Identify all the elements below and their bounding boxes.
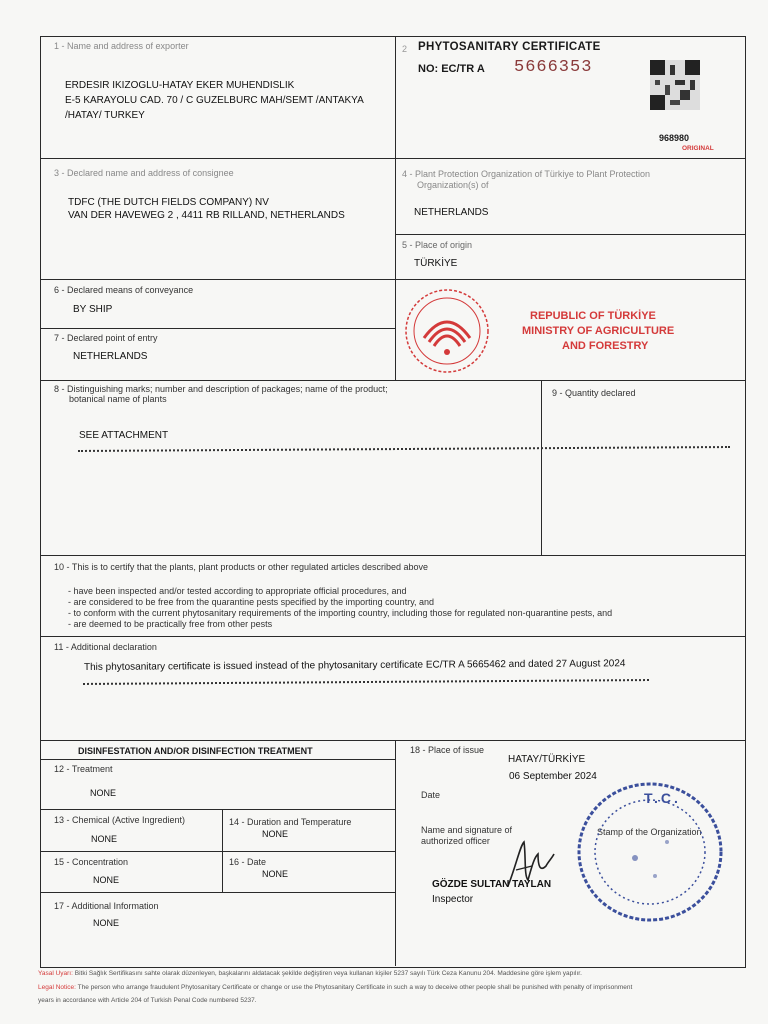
info-value: NONE [93,918,120,928]
conveyance-value: BY SHIP [73,304,113,315]
divider [40,380,745,381]
marks-value: SEE ATTACHMENT [79,430,169,441]
exporter-line1: ERDESIR IKIZOGLU-HATAY EKER MUHENDISLIK [65,80,295,91]
place-label: 18 - Place of issue [410,745,485,755]
qr-code-icon [650,60,700,110]
origin-label: 5 - Place of origin [402,240,473,250]
chemical-value: NONE [91,834,118,844]
certificate-no-value: 5666353 [514,58,593,77]
info-label: 17 - Additional Information [54,901,159,911]
origin-value: TÜRKİYE [414,258,458,269]
officer-name: GÖZDE SULTAN TAYLAN [432,879,552,890]
date-value-16: NONE [262,869,289,879]
exporter-line3: /HATAY/ TURKEY [65,110,145,121]
consignee-line1: TDFC (THE DUTCH FIELDS COMPANY) NV [68,197,269,208]
certificate-title: PHYTOSANITARY CERTIFICATE [418,41,601,53]
duration-label: 14 - Duration and Temperature [229,817,352,827]
exporter-line2: E-5 KARAYOLU CAD. 70 / C GUZELBURC MAH/SEMT /ANTAKYA [65,95,364,106]
issue-date-value: 06 September 2024 [509,771,597,782]
divider [541,380,542,555]
footer-text-tr: Bitki Sağlık Sertifikasını sahte olarak düzenleyen, başkalarını aldatacak şekilde değiştiren veya kullanan kişiler 5237 sayılı Türk Ceza Kanunu 204. Maddesine göre işlem yapılır. [74,970,582,977]
stamp-text: T.C. [644,790,681,806]
entry-value: NETHERLANDS [73,351,148,362]
officer-label-1: Name and signature of [421,825,513,835]
divider [40,851,395,852]
treatment-label: 12 - Treatment [54,764,113,774]
certificate-code: 968980 [659,133,690,143]
certify-item-4: - are deemed to be practically free from other pests [68,619,273,629]
duration-value: NONE [262,829,289,839]
ministry-line2: MINISTRY OF AGRICULTURE [522,325,675,337]
footer-prefix-en: Legal Notice: [38,984,76,991]
treatment-value: NONE [90,788,117,798]
divider [40,555,745,556]
additional-label: 11 - Additional declaration [54,642,157,652]
footer-line-3: years in accordance with Article 204 of Turkish Penal Code numbered 5237. [38,997,257,1004]
divider [40,328,395,329]
concentration-value: NONE [93,875,120,885]
footer-prefix-tr: Yasal Uyarı: [38,970,73,977]
original-stamp: ORIGINAL [682,145,714,152]
marks-label-1: 8 - Distinguishing marks; number and description of packages; name of the product; [54,384,388,394]
divider [222,809,223,892]
ppo-value: NETHERLANDS [414,207,489,218]
footer-line-1 [38,969,760,979]
footer-text-en: The person who arrange fraudulent Phytosanitary Certificate or change or use the Phytosanitary Certificate in such a way to deceive other people shall be punished with penalty of imprisonment [77,984,633,991]
footer-line-2 [38,983,760,993]
divider [40,740,745,741]
divider [40,636,745,637]
stamp-label: Stamp of the Organization [597,827,702,837]
certify-item-2: - are considered to be free from the quarantine pests specified by the importing country, and [68,597,435,607]
divider [395,234,745,235]
chemical-label: 13 - Chemical (Active Ingredient) [54,815,186,825]
certificate-no-label: NO: EC/TR A [418,63,485,75]
divider [395,740,396,966]
ministry-line1: REPUBLIC OF TÜRKİYE [530,310,656,322]
additional-value: This phytosanitary certificate is issued instead of the phytosanitary certificate EC/TR A 5665462 and dated 27 August 2024 [83,658,626,673]
certify-item-1: - have been inspected and/or tested according to appropriate official procedures, and [68,586,407,596]
officer-label-2: authorized officer [421,836,490,846]
issue-date-label: Date [421,790,441,800]
divider [40,759,395,760]
ppo-label-1: 4 - Plant Protection Organization of Türkiye to Plant Protection [402,169,650,179]
consignee-label: 3 - Declared name and address of consignee [54,168,234,178]
quantity-label: 9 - Quantity declared [552,388,636,398]
concentration-label: 15 - Concentration [54,857,129,867]
ministry-emblem-icon [402,288,492,374]
officer-title: Inspector [432,894,474,905]
cert-number-label: 2 [402,44,408,54]
place-value: HATAY/TÜRKİYE [508,754,586,765]
certify-label: 10 - This is to certify that the plants, plant products or other regulated articles described above [54,562,429,572]
marks-label-2: botanical name of plants [69,394,167,404]
divider [40,809,395,810]
ppo-label-2: Organization(s) of [417,180,489,190]
divider [40,158,745,159]
date-label-16: 16 - Date [229,857,267,867]
certify-item-3: - to conform with the current phytosanitary requirements of the importing country, including those for regulated non-quarantine pests, and [68,608,613,618]
treatment-title: DISINFESTATION AND/OR DISINFECTION TREATMENT [78,746,313,756]
divider [40,279,745,280]
divider [395,36,396,380]
conveyance-label: 6 - Declared means of conveyance [54,285,194,295]
ministry-line3: AND FORESTRY [562,340,649,352]
entry-label: 7 - Declared point of entry [54,333,158,343]
divider [40,892,395,893]
exporter-label: 1 - Name and address of exporter [54,41,189,51]
consignee-line2: VAN DER HAVEWEG 2 , 4411 RB RILLAND, NETHERLANDS [68,210,345,221]
